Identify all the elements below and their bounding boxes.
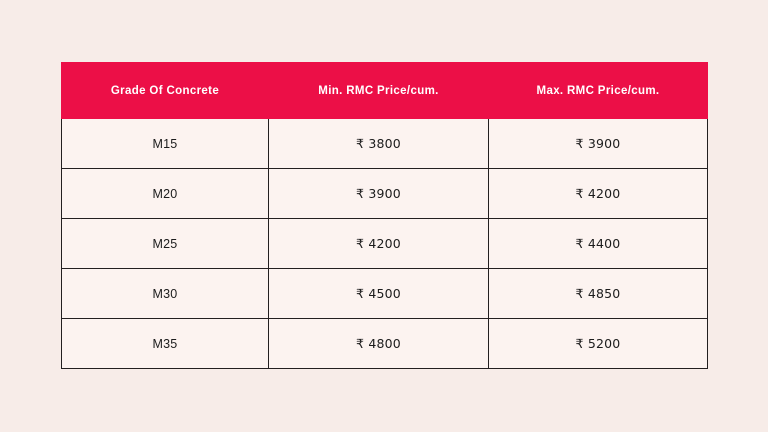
cell-min-price: ₹ 4200 bbox=[269, 219, 489, 269]
cell-max-price: ₹ 3900 bbox=[489, 119, 708, 169]
table-header bbox=[62, 63, 708, 119]
table-row bbox=[62, 219, 708, 269]
cell-grade: M30 bbox=[62, 269, 269, 319]
cell-grade: M20 bbox=[62, 169, 269, 219]
column-header-max-price: Max. RMC Price/cum. bbox=[489, 63, 708, 119]
table-row bbox=[62, 169, 708, 219]
table-body bbox=[62, 119, 708, 369]
cell-max-price: ₹ 4850 bbox=[489, 269, 708, 319]
cell-grade: M15 bbox=[62, 119, 269, 169]
rmc-price-table bbox=[61, 62, 708, 369]
column-header-grade: Grade Of Concrete bbox=[62, 63, 269, 119]
table-row bbox=[62, 269, 708, 319]
cell-min-price: ₹ 4800 bbox=[269, 319, 489, 369]
cell-grade: M25 bbox=[62, 219, 269, 269]
table-row bbox=[62, 319, 708, 369]
cell-min-price: ₹ 4500 bbox=[269, 269, 489, 319]
table-header-row bbox=[62, 63, 708, 119]
cell-min-price: ₹ 3800 bbox=[269, 119, 489, 169]
cell-max-price: ₹ 4200 bbox=[489, 169, 708, 219]
table-row bbox=[62, 119, 708, 169]
table-container bbox=[61, 62, 707, 369]
cell-min-price: ₹ 3900 bbox=[269, 169, 489, 219]
cell-max-price: ₹ 4400 bbox=[489, 219, 708, 269]
cell-grade: M35 bbox=[62, 319, 269, 369]
column-header-min-price: Min. RMC Price/cum. bbox=[269, 63, 489, 119]
cell-max-price: ₹ 5200 bbox=[489, 319, 708, 369]
